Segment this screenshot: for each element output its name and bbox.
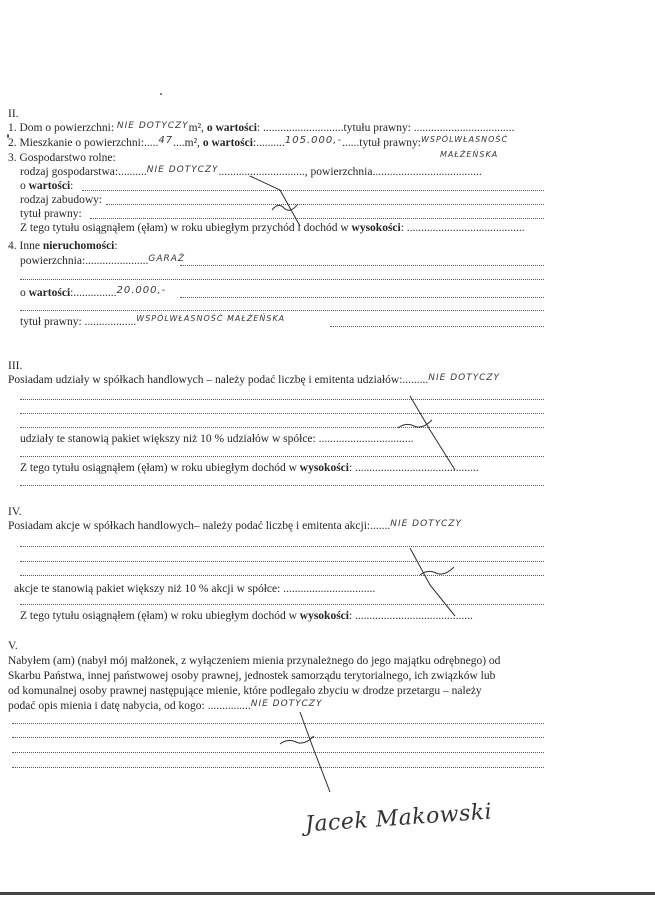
acquisition-line-1: Nabyłem (am) (nabył mój małżonek, z wyłączeniem mienia przynależnego do jego majątku odrębnego) od [8, 655, 501, 667]
other-title-handwritten: WSPÓLWŁASNOŚĆ MAŁŻEŃSKA [136, 314, 286, 323]
house-rest: : ............................tytułu prawny: ................................... [256, 122, 515, 134]
strike-stocks-mark [420, 567, 454, 575]
other-value-dots: :............... [70, 287, 117, 299]
farm-value-prefix: o [20, 180, 29, 192]
signature: Jacek Makowski [304, 799, 493, 838]
farm-type-handwritten: NIE DOTYCZY [146, 165, 219, 175]
acquisition-handwritten: NIE DOTYCZY [250, 699, 323, 709]
stocks-packet-line: akcje te stanowią pakiet większy niż 10 % akcji w spółce: ................................ [14, 583, 376, 595]
farm-value-colon: : [70, 180, 74, 192]
shares-income-amount-label: wysokości [299, 462, 349, 474]
farm-area-label: .............................., powierzchnia...................................... [218, 166, 482, 178]
scan-edge [0, 892, 655, 895]
shares-handwritten: NIE DOTYCZY [428, 373, 501, 383]
apartment-title-handwritten-2: MAŁŻEŃSKA [440, 150, 499, 159]
strike-farm [250, 176, 300, 226]
farm-value-label: wartości [28, 180, 71, 192]
house-unit: m², [188, 122, 207, 134]
strike-farm-mark [272, 204, 298, 210]
house-label: 1. Dom o powierzchni: [8, 122, 117, 134]
strike-shares-mark [398, 420, 432, 428]
house-handwritten: NIE DOTYCZY [116, 121, 189, 131]
shares-label: Posiadam udziały w spółkach handlowych – należy podać liczbę i emitenta udziałów:......... [8, 374, 429, 386]
section-5-heading: V. [8, 640, 18, 652]
strike-stocks [410, 548, 455, 616]
farm-income-dots: : ......................................... [400, 222, 525, 234]
shares-income-dots: : ........................................... [348, 462, 479, 474]
acquisition-line-2: Skarbu Państwa, innej państwowej osoby prawnej, jednostek samorządu terytorialnego, ich związków lub [8, 670, 496, 682]
apartment-value-label: o wartości [202, 137, 253, 149]
other-property-prefix: 4. Inne [8, 240, 43, 252]
stocks-label: Posiadam akcje w spółkach handlowych– należy podać liczbę i emitenta akcji:....... [8, 520, 391, 532]
strike-acquisition [300, 712, 330, 792]
other-value-prefix: o [20, 287, 29, 299]
other-title-label: tytuł prawny: .................. [20, 316, 137, 328]
acquisition-line-3: od komunalnej osoby prawnej następujące mienie, które podlegało zbyciu w drodze przetargu – należy [8, 685, 482, 697]
apartment-label: 2. Mieszkanie o powierzchni:..... [8, 137, 159, 149]
apartment-area-handwritten: 47 [158, 135, 174, 146]
apartment-dots: :.......... [252, 137, 285, 149]
farm-buildings-line: rodzaj zabudowy: [20, 194, 103, 206]
shares-income-label: Z tego tytułu osiągnąłem (ęłam) w roku ubiegłym dochód w [20, 462, 300, 474]
other-area-handwritten: GARAŻ [148, 254, 186, 264]
acquisition-label: podać opis mienia i datę nabycia, od kogo: ............... [8, 700, 251, 712]
section-4-heading: IV. [8, 506, 22, 518]
farm-title-line: tytuł prawny: [20, 208, 82, 220]
strike-shares [410, 396, 455, 470]
section-3-heading: III. [8, 360, 23, 372]
apartment-unit: ....m², [173, 137, 203, 149]
apartment-title-label: ......tytuł prawny: [342, 137, 421, 149]
apartment-title-handwritten: WSPÓLWŁASNOŚĆ [420, 135, 509, 144]
other-property-label: nieruchomości [42, 240, 115, 252]
stocks-income-amount-label: wysokości [299, 610, 349, 622]
stocks-income-dots: : ......................................... [348, 610, 473, 622]
house-value-label: o wartości [206, 122, 257, 134]
apartment-value-handwritten: 105.000,- [284, 135, 343, 146]
farm-income-label: Z tego tytułu osiągnąłem (ęłam) w roku ubiegłym przychód i dochód w [20, 222, 352, 234]
farm-type-label: rodzaj gospodarstwa:.......... [20, 166, 147, 178]
stocks-income-label: Z tego tytułu osiągnąłem (ęłam) w roku ubiegłym dochód w [20, 610, 300, 622]
farm-heading: 3. Gospodarstwo rolne: [8, 152, 116, 164]
other-value-handwritten: 20.000,- [116, 285, 167, 296]
other-property-colon: : [114, 240, 118, 252]
stocks-handwritten: NIE DOTYCZY [390, 519, 462, 529]
farm-income-amount-label: wysokości [351, 222, 401, 234]
section-2-heading: II. [8, 108, 19, 120]
shares-packet-line: udziały te stanowią pakiet większy niż 10 % udziałów w spółce: ................................. [20, 433, 414, 445]
other-area-label: powierzchnia:...................... [20, 255, 149, 267]
other-value-label: wartości [28, 287, 71, 299]
